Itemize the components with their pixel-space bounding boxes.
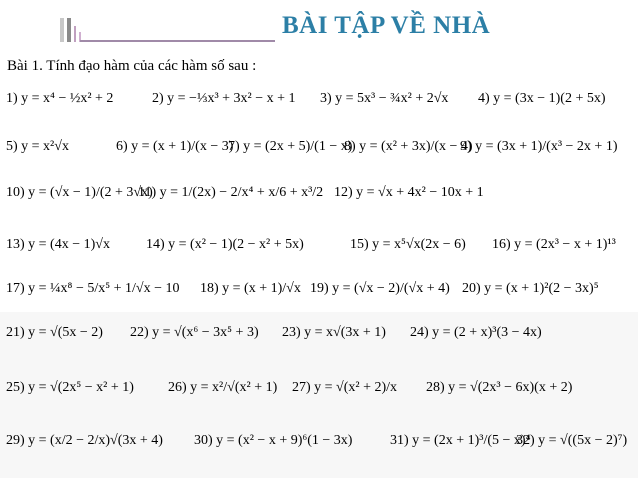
problem-7: 7) y = (2x + 5)/(1 − x): [228, 139, 353, 154]
problem-19: 19) y = (√x − 2)/(√x + 4): [310, 281, 450, 296]
problem-27: 27) y = √(x² + 2)/x: [292, 380, 398, 395]
problem-30: 30) y = (x² − x + 9)⁶(1 − 3x): [194, 433, 353, 448]
problem-32: 32) y = √((5x − 2)⁷): [516, 433, 628, 448]
problem-3: 3) y = 5x³ − ¾x² + 2√x: [320, 91, 449, 106]
problem-12: 12) y = √x + 4x² − 10x + 1: [334, 185, 484, 200]
problem-17: 17) y = ¼x⁸ − 5/x⁵ + 1/√x − 10: [6, 281, 180, 296]
header-decoration: [60, 18, 81, 42]
problem-14: 14) y = (x² − 1)(2 − x² + 5x): [146, 237, 304, 252]
problem-16: 16) y = (2x³ − x + 1)¹³: [492, 237, 616, 252]
problem-22: 22) y = √(x⁶ − 3x⁵ + 3): [130, 325, 259, 340]
problem-20: 20) y = (x + 1)²(2 − 3x)⁵: [462, 281, 599, 296]
problem-15: 15) y = x⁵√x(2x − 6): [350, 237, 466, 252]
problem-29: 29) y = (x/2 − 2/x)√(3x + 4): [6, 433, 163, 448]
problem-9: 9) y = (3x + 1)/(x³ − 2x + 1): [460, 139, 618, 154]
problem-8: 8) y = (x² + 3x)/(x − 4): [344, 139, 473, 154]
page-title: BÀI TẬP VỀ NHÀ: [282, 12, 491, 39]
problem-10: 10) y = (√x − 1)/(2 + 3√x): [6, 185, 153, 200]
problem-21: 21) y = √(5x − 2): [6, 325, 103, 340]
problem-2: 2) y = −⅓x³ + 3x² − x + 1: [152, 91, 296, 106]
assignment-heading: Bài 1. Tính đạo hàm của các hàm số sau :: [7, 58, 257, 74]
problem-13: 13) y = (4x − 1)√x: [6, 237, 110, 252]
problem-28: 28) y = √(2x³ − 6x)(x + 2): [426, 380, 573, 395]
problem-18: 18) y = (x + 1)/√x: [200, 281, 301, 296]
problem-25: 25) y = √(2x⁵ − x² + 1): [6, 380, 134, 395]
problem-24: 24) y = (2 + x)³(3 − 4x): [410, 325, 542, 340]
problem-31: 31) y = (2x + 1)³/(5 − x)⁴: [390, 433, 531, 448]
problem-5: 5) y = x²√x: [6, 139, 69, 154]
problem-26: 26) y = x²/√(x² + 1): [168, 380, 278, 395]
problem-23: 23) y = x√(3x + 1): [282, 325, 386, 340]
problem-6: 6) y = (x + 1)/(x − 3): [116, 139, 234, 154]
problem-11: 11) y = 1/(2x) − 2/x⁴ + x/6 + x³/2: [138, 185, 324, 200]
problem-1: 1) y = x⁴ − ½x² + 2: [6, 91, 114, 106]
header-rule: [80, 40, 275, 42]
problem-4: 4) y = (3x − 1)(2 + 5x): [478, 91, 606, 106]
